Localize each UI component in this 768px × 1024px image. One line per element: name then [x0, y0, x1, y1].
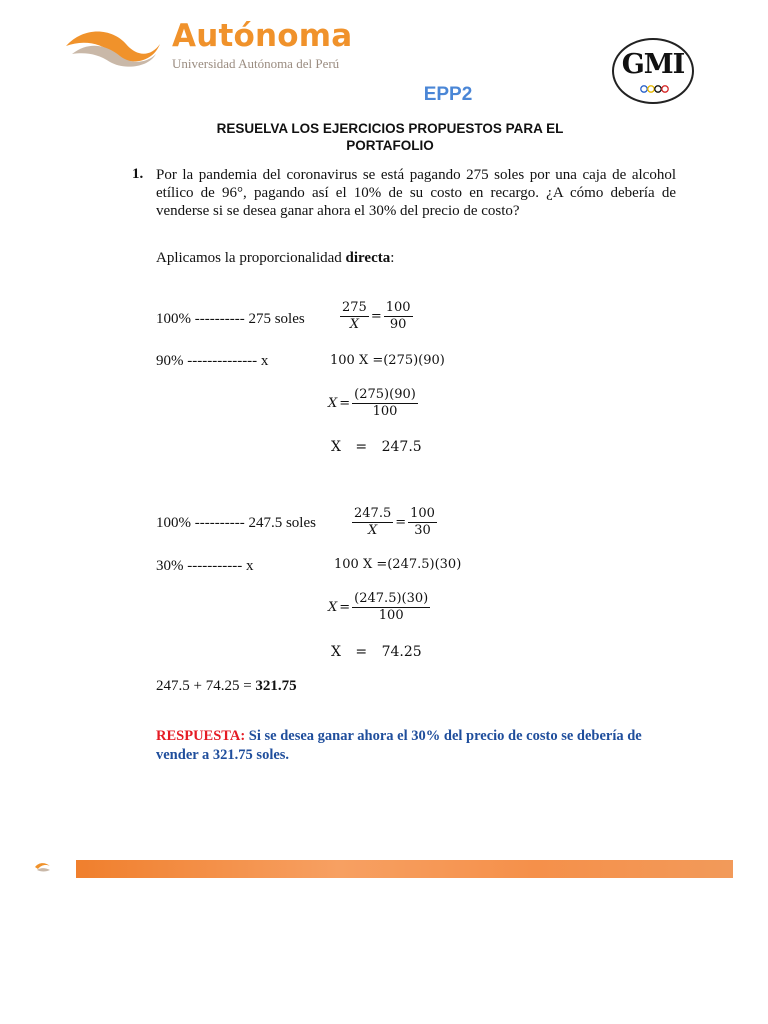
step2-row1: 100% ---------- 247.5 soles — [156, 515, 316, 531]
method-prefix: Aplicamos la proporcionalidad — [156, 250, 346, 266]
fraction-denominator: 30 — [414, 523, 431, 538]
sum-expression: 247.5 + 74.25 = — [156, 678, 256, 694]
fraction-denominator: 100 — [372, 404, 398, 419]
answer-text: Si se desea ganar ahora el 30% del precio de costo se debería de vender a 321.75 soles. — [156, 728, 642, 763]
fraction-numerator: (275)(90) — [354, 387, 416, 402]
fraction-denominator: X — [349, 317, 360, 332]
equals-sign: = — [370, 309, 382, 324]
step1-solve-fraction — [352, 387, 418, 420]
step1-fraction-left — [340, 300, 369, 333]
logo-title: Autónoma — [172, 18, 353, 54]
answer-block — [156, 727, 676, 765]
step1-proportion — [340, 300, 413, 333]
result-value: 74.25 — [381, 644, 422, 660]
result-value: 247.5 — [381, 439, 422, 455]
result-variable: X — [331, 644, 341, 660]
equals-sign: = — [339, 396, 351, 411]
equals-sign: = — [395, 515, 407, 530]
sum-line — [156, 678, 297, 695]
answer-label: RESPUESTA: — [156, 728, 246, 744]
fraction-numerator: 100 — [385, 300, 411, 315]
logo-subtitle: Universidad Autónoma del Perú — [172, 56, 340, 71]
step2-fraction-right — [408, 506, 437, 539]
equals-sign: = — [339, 600, 351, 615]
footer-bar — [76, 860, 733, 878]
question-text: Por la pandemia del coronavirus se está pagando 275 soles por una caja de alcohol etílico de 96°, pagando así el 10% de su costo en recargo. ¿A cómo debería de venderse si se desea ganar ahora el 30% del precio de costo? — [156, 167, 676, 219]
equals-sign: = — [355, 644, 368, 660]
step2-result — [331, 644, 422, 660]
method-bold: directa — [345, 250, 391, 266]
step2-fraction-left — [352, 506, 393, 539]
step2-proportion — [352, 506, 437, 539]
fraction-denominator: 90 — [389, 317, 407, 332]
doc-title: EPP2 — [423, 84, 473, 105]
result-variable: X — [331, 439, 341, 455]
fraction-numerator: (247.5)(30) — [354, 591, 429, 606]
fraction-numerator: 275 — [342, 300, 367, 315]
step2-cross-multiplication: 100 X =(247.5)(30) — [334, 557, 462, 572]
step1-solve — [328, 387, 418, 420]
step1-fraction-right — [384, 300, 413, 333]
step2-row2: 30% ----------- x — [156, 558, 254, 574]
sum-result: 321.75 — [255, 678, 297, 694]
step1-cross-multiplication: 100 X =(275)(90) — [330, 353, 445, 368]
variable-x: X — [328, 396, 338, 411]
footer-swoosh-icon — [34, 860, 52, 874]
fraction-denominator: 100 — [378, 608, 404, 623]
page-heading: RESUELVA LOS EJERCICIOS PROPUESTOS PARA EL PORTAFOLIO — [216, 121, 564, 153]
step1-row1: 100% ---------- 275 soles — [156, 311, 305, 327]
fraction-numerator: 247.5 — [354, 506, 392, 521]
fraction-denominator: X — [367, 523, 378, 538]
step2-solve — [328, 591, 430, 624]
method-line — [156, 250, 394, 267]
step2-solve-fraction — [352, 591, 430, 624]
variable-x: X — [328, 600, 338, 615]
step1-result — [331, 439, 422, 455]
equals-sign: = — [355, 439, 368, 455]
question-number: 1. — [132, 166, 144, 182]
step1-row2: 90% -------------- x — [156, 353, 269, 369]
gmi-badge-text: GMI — [621, 49, 685, 80]
logo-swoosh-icon — [64, 24, 164, 68]
method-suffix: : — [390, 250, 395, 266]
fraction-numerator: 100 — [410, 506, 435, 521]
university-logo — [64, 20, 374, 74]
